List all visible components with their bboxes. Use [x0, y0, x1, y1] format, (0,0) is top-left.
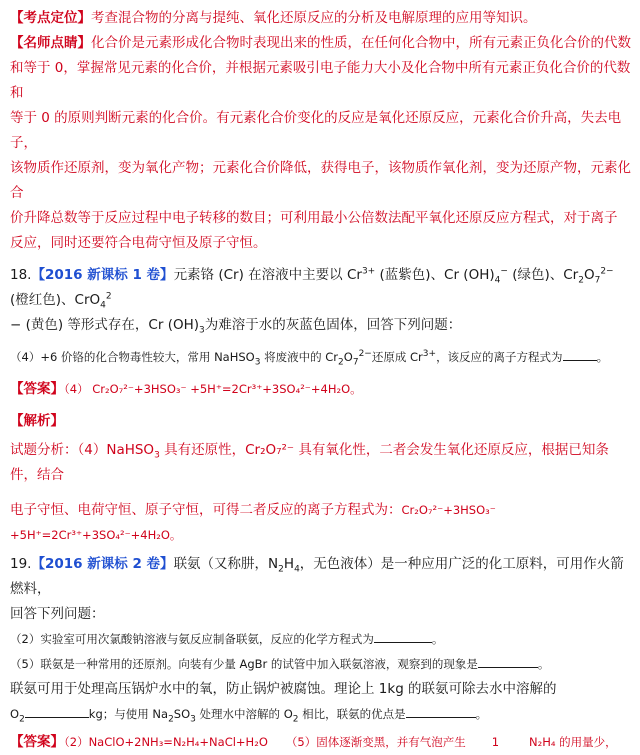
q18-sub: 4 — [100, 300, 106, 311]
q18-sup: 2 — [105, 291, 112, 302]
q19-text: 相比，联氨的优点是 — [298, 707, 406, 721]
mingshi-line-text: 化合价是元素形成化合物时表现出来的性质，在任何化合物中，所有元素正负化合价的代数 — [91, 35, 631, 51]
answer-blank — [563, 346, 597, 361]
q18-text: (绿色)、Cr — [507, 267, 579, 283]
q19-intro — [10, 552, 634, 602]
q19-sub: 2 — [292, 714, 299, 725]
q19-subquestion-5 — [10, 652, 634, 677]
q19-sub: 3 — [190, 714, 196, 725]
q19-text: 处理水中溶解的 O — [195, 707, 293, 721]
q19-subquestion-5-line2: 联氨可用于处理高压锅炉水中的氧，防止锅炉被腐蚀。理论上 1kg 的联氨可除去水中溶解的 — [10, 681, 557, 697]
q19-text: SO — [173, 707, 191, 721]
q19-number: 19. — [10, 556, 32, 572]
q18-answer-text: （4） Cr₂O₇²⁻+3HSO₃⁻ +5H⁺=2Cr³⁺+3SO₄²⁻+4H₂O。 — [64, 382, 362, 396]
q19-answer — [10, 730, 634, 755]
q18-text: 元素铬 (Cr) 在溶液中主要以 Cr — [173, 267, 362, 283]
q18-text: (蓝紫色)、Cr (OH) — [375, 267, 495, 283]
q18-analysis-line2 — [10, 498, 634, 548]
q19-answer-part: （5）固体逐渐变黑，并有气泡产生 — [285, 735, 466, 749]
q18-answer-tag: 【答案】 — [10, 381, 64, 397]
q18-sup: 2− — [358, 349, 372, 360]
q18-sup: 3+ — [361, 266, 376, 277]
q18-text: (橙红色)、CrO — [10, 292, 101, 308]
q18-sup: − — [500, 266, 508, 277]
q19-sub: 2 — [19, 714, 25, 725]
mingshi-line: 等于 0 的原则判断元素的化合价。有元素化合价变化的反应是氧化还原反应，元素化合价升高，失去电子， — [10, 110, 622, 151]
q18-source: 【2016 新课标 1 卷】 — [31, 267, 174, 283]
q18-sub: 7 — [594, 275, 601, 286]
q18-answer — [10, 377, 634, 402]
q19-sub: 2 — [168, 714, 174, 725]
mingshi-line: 价升降总数等于反应过程中电子转移的数目；可利用最小公倍数法配平氧化还原反应方程式，对于离子 — [10, 210, 618, 226]
q18-analysis-line1 — [10, 438, 634, 488]
q18-sup: 2− — [600, 266, 614, 277]
q19-text: 。 — [475, 707, 488, 721]
q19-text: （2）实验室可用次氯酸钠溶液与氨反应制备联氨，反应的化学方程式为 — [10, 632, 374, 646]
q19-intro-line2: 回答下列问题： — [10, 606, 105, 622]
kaodian-paragraph — [10, 6, 634, 31]
mingshi-paragraph — [10, 31, 634, 256]
q18-sub: 3 — [254, 357, 261, 368]
q19-sub: 2 — [278, 564, 284, 575]
q18-sub: 2 — [338, 357, 344, 368]
q19-text: O — [10, 707, 20, 721]
q19-text: 。 — [431, 632, 444, 646]
q19-text: kg；与使用 Na — [88, 707, 169, 721]
q18-analysis-text: 试题分析：（4）NaHSO — [10, 442, 155, 458]
q18-text: （4）+6 价铬的化合物毒性较大，常用 NaHSO — [10, 350, 255, 364]
q18-subquestion-4 — [10, 345, 634, 370]
q19-subquestion-5-line3 — [10, 702, 634, 727]
q19-answer-part: 1 — [491, 735, 500, 749]
q18-analysis-text: 电子守恒、电荷守恒、原子守恒，可得二者反应的离子方程式为： — [10, 502, 402, 518]
q18-text: 还原成 Cr — [371, 350, 423, 364]
q19-source: 【2016 新课标 2 卷】 — [31, 556, 174, 572]
q19-subquestion-2 — [10, 627, 634, 652]
mingshi-tag: 【名师点睛】 — [10, 35, 91, 51]
q18-text: ，该反应的离子方程式为 — [436, 350, 563, 364]
q18-text: O — [343, 350, 353, 364]
q19-text: （5）联氨是一种常用的还原剂。向装有少量 AgBr 的试管中加入联氨溶液，观察到的现象是 — [10, 657, 478, 671]
q18-intro — [10, 263, 634, 313]
q18-text: O — [583, 267, 595, 283]
q18-text: 将废液中的 Cr — [260, 350, 339, 364]
kaodian-tag: 【考点定位】 — [10, 10, 91, 26]
q18-analysis-text: 具有还原性，Cr₂O₇²⁻ 具有氧化性，二者会发生氧化还原反应，根据已知条件，结合 — [10, 442, 609, 483]
q19-answer-tag: 【答案】 — [10, 734, 64, 750]
mingshi-line — [10, 31, 634, 56]
q19-text: 联氨（又称肼，N — [173, 556, 279, 572]
q18-text: − (黄色) 等形式存在，Cr (OH) — [10, 317, 200, 333]
q18-sub: 3 — [199, 325, 205, 336]
q18-text: 为难溶于水的灰蓝色固体，回答下列问题： — [204, 317, 462, 333]
q18-sub: 2 — [578, 275, 584, 286]
mingshi-line: 和等于 0，掌握常见元素的化合价，并根据元素吸引电子能力大小及化合物中所有元素正负化合价的代数和 — [10, 60, 631, 101]
q18-text: 。 — [596, 350, 609, 364]
q18-analysis-equation: Cr₂O₇²⁻+3HSO₃⁻ +5H⁺=2Cr³⁺+3SO₄²⁻+4H₂O。 — [10, 503, 496, 542]
answer-blank — [478, 653, 538, 668]
q18-sup: 3+ — [422, 349, 437, 360]
answer-blank — [25, 703, 89, 718]
q18-number: 18. — [10, 267, 32, 283]
q18-sub: 3 — [154, 450, 160, 461]
answer-blank — [406, 703, 476, 718]
mingshi-line: 该物质作还原剂，变为氧化产物；元素化合价降低，获得电子，该物质作氧化剂，变为还原产物，元素化合 — [10, 160, 631, 201]
q19-sub: 4 — [294, 564, 300, 575]
q18-jiexi-heading: 【解析】 — [10, 413, 64, 429]
q18-sub: 7 — [352, 357, 359, 368]
q18-intro-line2 — [10, 313, 634, 338]
document-page — [10, 6, 634, 755]
q19-text: ，无色液体）是一种应用广泛的化工原料，可用作火箭燃料， — [10, 556, 624, 597]
q19-text: H — [283, 556, 295, 572]
q19-text: 。 — [537, 657, 550, 671]
q18-sub: 4 — [494, 275, 501, 286]
answer-blank — [374, 628, 432, 643]
mingshi-line: 反应，同时还要符合电荷守恒及原子守恒。 — [10, 235, 267, 251]
q19-answer-part: N₂H₄ 的用量少， — [529, 735, 617, 749]
q19-answer-part: （2）NaClO+2NH₃=N₂H₄+NaCl+H₂O — [64, 735, 268, 749]
kaodian-text: 考查混合物的分离与提纯、氧化还原反应的分析及电解原理的应用等知识。 — [91, 10, 537, 26]
